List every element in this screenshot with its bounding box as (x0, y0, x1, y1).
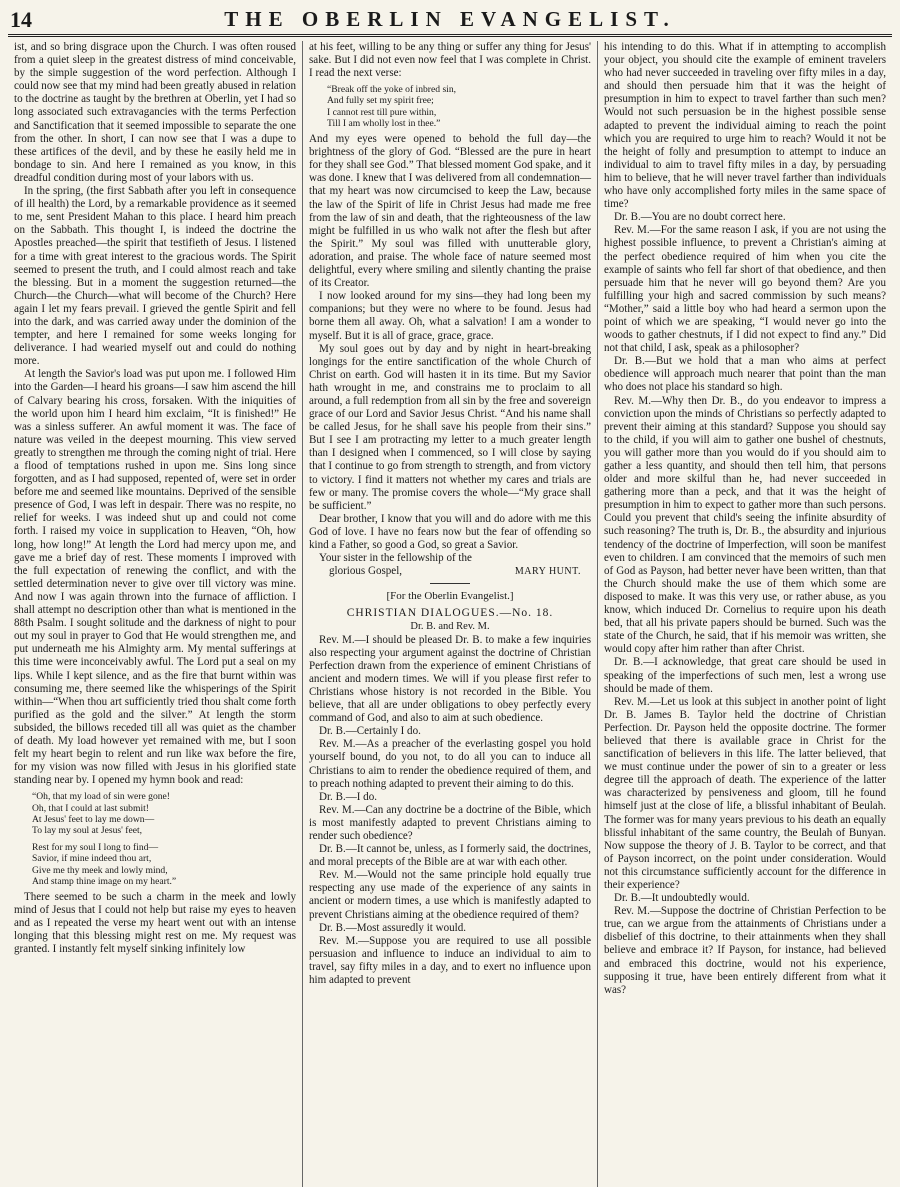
paragraph: At length the Savior's load was put upon me. I followed Him into the Garden—I heard his groans—I saw him ascend the hill of Calvary bearing his cross, forsaken. With the iniquities of the world upon him I heard him exclaim, “It is finished!” He was a sinless sufferer. An awful moment it was. The face of nature was veiled in the deepest mourning. This view served greatly to strengthen me through the coming night of trial. Here a flood of temptations rushed in upon me. Sins long since forgotten, and as I had supposed, repented of, were set in order before me and seemed like mountains. Deprived of the sensible presence of God, I was left in despair. There was no respite, no relief for weeks. I was indeed shut up and could not come forth. I raised my voice in supplication to Heaven, “Oh, how long, how long!” At length the Lord had mercy upon me, and gave me a brief day of rest. These moments I improved with the full expectation of renewing the conflict, and with the settled determination never to give over till victory was mine. And now I was again thrown into the furnace of affliction. I shall attempt no description other than what is mentioned in the 88th Psalm. I sought solitude and the darkness of night to pour out my soul in prayer to God that He would strengthen me, and put underneath me his Almighty arm. My mental sufferings at this time were inconceivably awful. The Lord put a seal on my lips. While I kept silence, and as the fire that burnt within was consuming me, there seemed like the whisperings of the Spirit within—“When thou art sufficiently tried thou shalt come forth purified as the gold and the silver.” At length the storm subsided, the billows receded till all was quiet as the chamber of death. My load however yet remained with me, but I soon felt my heart begin to relent and run like wax before the fire, for my vision was now filled with Jesus in his glorified state standing near by. I opened my hymn book and read: (14, 368, 296, 787)
hymn-line: Savior, if mine indeed thou art, (32, 853, 152, 865)
hymn-line: Oh, that I could at last submit! (32, 802, 149, 814)
dialogue-line: Rev. M.—Suppose the doctrine of Christian Perfection to be true, can we argue from the attainments of Christians under a disbelief of this doctrine, to their attainments when they shall believe and embrace it? If Payson, for instance, had believed and embraced this doctrine, would not his experience, supposing it true, have been entirely different from what it was? (604, 905, 886, 996)
page-number: 14 (10, 7, 32, 32)
paragraph: Dear brother, I know that you will and do adore with me this God of love. I have no fears now but the fear of offending so kind a Father, so good a God, so great a Savior. (309, 512, 591, 551)
article-credit: [For the Oberlin Evangelist.] (386, 590, 514, 603)
hymn-verse (327, 84, 591, 129)
author-signature: MARY HUNT. (514, 566, 581, 578)
paragraph: In the spring, (the first Sabbath after you left in consequence of ill health) the Lord, by a remarkable providence as it seemed to me, sent President Mahan to this place. I heard him preach on the Sabbath. This thought I, is indeed the doctrine the Apostles preached—the spirit that testifieth of Jesus. I listened for a time with great interest to the gracious words. The Spirit seemed to present the truth, and I could almost reach and take the blessing. But in a moment the suggestion returned—the Church—the Church—what will become of the Church? Here again I let my fears prevail. I grieved the gentle Spirit and fell into the dark, and was carried away under the dominion of the tempter, and here I remained for some weeks longing for deliverance. I had wearied myself out and could do nothing more. (14, 185, 296, 368)
column-2 (302, 41, 597, 1187)
dialogue-line: Rev. M.—For the same reason I ask, if you are not using the highest possible influence, to prevent a Christian's aiming at the perfect obedience required of him when you cite the example of saints who fell far short of that obedience, and then persuade him that he never will go beyond them? Are you fulfilling your high and sacred commission by such means? “Mother,” said a little boy who had heard a sermon upon the point of which we are speaking, “I would never go into the woods to gather chestnuts, if I did not expect to find any.” Did not that child, I ask, speak as a philosopher? (604, 224, 886, 355)
paragraph: at his feet, willing to be any thing or suffer any thing for Jesus' sake. But I did not even now feel that I was complete in Christ. I read the next verse: (309, 41, 591, 80)
article-heading: CHRISTIAN DIALOGUES.—No. 18. (346, 607, 554, 620)
dialogue-line: Rev. M.—As a preacher of the everlasting gospel you hold yourself bound, do you not, to do all you can to induce all Christians to aim to render the obedience required of them, and to preach nothing adapted to prevent their aiming to do this. (309, 738, 591, 790)
closing-line: glorious Gospel, (329, 565, 403, 578)
dialogue-line: Rev. M.—Can any doctrine be a doctrine of the Bible, which is most manifestly adapted to prevent Christians aiming to render such obedience? (309, 803, 591, 842)
hymn-line: To lay my soul at Jesus' feet, (32, 824, 143, 836)
paragraph: There seemed to be such a charm in the meek and lowly mind of Jesus that I could not help but raise my eyes to heaven and as I repeated the verse my heart went out with an intense longing that this blessing might rest on me. My request was granted. I instantly felt myself sinking infinitely low (14, 890, 296, 956)
column-1 (8, 41, 302, 1187)
dialogue-line: Dr. B.—I acknowledge, that great care should be used in speaking of the imperfections of such men, lest a wrong use should be made of them. (604, 656, 886, 695)
dialogue-line: Rev. M.—Why then Dr. B., do you endeavor to impress a conviction upon the minds of Christians so perfectly adapted to prevent their aiming at this standard? Suppose you should say to the child, if you will aim to gather one bushel of chestnuts, you will gather more than you would do if you should aim to gather a less quantity, and should then tell him, that persons older and more skilful than he, had never succeeded in gathering more than a peck, and that it was the height of presumption in him to expect to gather more than such persons. Could you prevent that child's seeing the infinite absurdity of such reasoning? The truth is, Dr. B., the absurdity and injurious tendency of the doctrine of Imperfection, will soon be manifest even to children. I am convinced that the memoirs of such men of God as Payson, had better never have been written, than that the Church should make the use of them which some are disposed to make. It was this very use, or rather abuse, as you know, which induced Dr. Cornelius to require upon his death bed, that all his private papers should be burned. Such was the state of the Church, he said, that if his memoir was written, she would copy after him rather than after Christ. (604, 394, 886, 656)
hymn-verse (32, 791, 296, 887)
dialogue-line: Dr. B.—It undoubtedly would. (614, 892, 750, 905)
article-columns (8, 41, 892, 1187)
column-3 (597, 41, 892, 1187)
divider (430, 583, 470, 584)
dialogue-line: Dr. B.—But we hold that a man who aims at perfect obedience will approach much nearer that point than the man who does not place his standard so high. (604, 355, 886, 394)
dialogue-line: Rev. M.—I should be pleased Dr. B. to make a few inquiries also respecting your argument against the doctrine of Christian Perfection drawn from the experience of eminent Christians of ancient and modern times. We will if you please first refer to Christians whose history is not recorded in the Bible. You believe, that all are under obligations to obey perfectly every command of God, and also to aim at such obedience. (309, 633, 591, 725)
dialogue-line: Rev. M.—Suppose you are required to use all possible persuasion and influence to induce an individual to aim to travel, say fifty miles in a day, and to exert no influence upon him adapted to prevent (309, 934, 591, 986)
dialogue-line: Dr. B.—I do. (319, 790, 377, 803)
dialogue-line: Rev. M.—Would not the same principle hold equally true respecting any use made of the experience of any saints in ancient or modern times, a use which is manifestly adapted to prevent Christians aiming at the obedience required of them? (309, 869, 591, 921)
hymn-line: And fully set my spirit free; (327, 95, 434, 107)
dialogue-line: Rev. M.—Let us look at this subject in another point of light Dr. B. James B. Taylor held the doctrine of Christian Perfection. Dr. Payson held the opposite doctrine. The former believed that there is available grace in Christ for the sanctification of believers in this life. The latter believed, that we must continue under the power of sin to a greater or less degree till the approach of death. The experience of the latter was characterized by pensiveness and gloom, till he found himself just at the close of life, a blissful inhabitant of Beulah. The former was for many years previous to his death an equally blissful inhabitant of the same country, the Beulah of Bunyan. Now suppose the theory of J. B. Taylor to be correct, and that of Payson incorrect, on the point under consideration. Would not this circumstance sufficiently account for the difference in their experience? (604, 695, 886, 891)
dialogue-line: Dr. B.—You are no doubt correct here. (614, 211, 786, 224)
paragraph: And my eyes were opened to behold the full day—the brightness of the glory of God. “Blessed are the pure in heart for they shall see God.” That blessed moment God spake, and it was done. I knew that I was delivered from all condemnation—that my heart was now circumcised to keep the Law, because the law of the Spirit of life in Christ Jesus had made me free from the law of sin and death, that the righteousness of the law might be fulfilled in us who walk not after the flesh but after the Spirit.” My soul was filled with unutterable glory, adoration, and praise. The whole face of nature seemed most delightful, every where smiling and silently chanting the praise of its Creator. (309, 133, 591, 290)
paragraph: ist, and so bring disgrace upon the Church. I was often roused from a quiet sleep in the greatest distress of mind conceivable, by the simple suggestion of the word perfection. Although I could now see that my mind had been greatly abused in relation to the doctrine as taught by the brethren at Oberlin, yet I had so long associated such extravagancies with the terms Perfection and Sanctification that it seemed impossible to separate the one from the other. In short, I can now see that I was a dupe to these artifices of the devil, and by these he easily held me in bondage to sin. And here I remained as you know, in this dreadful condition during most of your labors with us. (14, 41, 296, 184)
dialogue-line: his intending to do this. What if in attempting to accomplish your object, you should cite the example of eminent travelers who had never succeeded in traveling over fifty miles in a day, and should then persuade him that it was the height of presumption in him to expect to travel farther than such men? Would not such persuasion be in the highest possible sense adapted to prevent the individual aiming to reach the point which you are required to urge him to reach? Would it not be the height of folly and presumption to attempt to induce an individual to aim to travel fifty miles in a day, by persuading him to believe, that he will never travel farther than individuals who have only accomplished forty miles in the same space of time? (604, 41, 886, 211)
masthead (8, 4, 892, 37)
hymn-line: Rest for my soul I long to find— (32, 842, 159, 854)
hymn-line: Give me thy meek and lowly mind, (32, 864, 168, 876)
signature-line (309, 565, 591, 578)
paragraph: My soul goes out by day and by night in heart-breaking longings for the entire sanctification of the whole Church of Christ on earth. God will hasten it in its time. But my Savior hath wrought in me, and constrains me to proclaim to all around, a full redemption from all sin by the free and sovereign grace of our Lord and Savior Jesus Christ. “And his name shall be called Jesus, for he shall save his people from their sins.” But I see I am protracting my letter to a much greater length than I designed when I commenced, so I will close by saying that I continue to go from strength to strength, and from victory to victory. I find it matters not whether my cares and trials are few or many. The promise covers the whole—“My grace shall be sufficient.” (309, 342, 591, 512)
paragraph: I now looked around for my sins—they had long been my companions; but they were no where to be found. Jesus had borne them all away. Oh, what a salvation! I am a wonder to myself. But it is all of grace, grace, grace. (309, 290, 591, 342)
hymn-line: And stamp thine image on my heart.” (32, 875, 177, 887)
newspaper-title: THE OBERLIN EVANGELIST. (224, 7, 676, 31)
hymn-line: Till I am wholly lost in thee.” (327, 117, 441, 129)
hymn-line: At Jesus' feet to lay me down— (32, 813, 155, 825)
dialogue-line: Dr. B.—Certainly I do. (319, 725, 421, 738)
closing-line: Your sister in the fellowship of the (319, 552, 472, 565)
hymn-line: I cannot rest till pure within, (327, 106, 437, 118)
dialogue-line: Dr. B.—It cannot be, unless, as I formerly said, the doctrines, and moral precepts of the Bible are at war with each other. (309, 843, 591, 869)
hymn-line: “Break off the yoke of inbred sin, (327, 84, 457, 96)
dialogue-line: Dr. B.—Most assuredly it would. (319, 921, 466, 934)
article-subheading: Dr. B. and Rev. M. (410, 621, 490, 633)
hymn-line: “Oh, that my load of sin were gone! (32, 791, 171, 803)
